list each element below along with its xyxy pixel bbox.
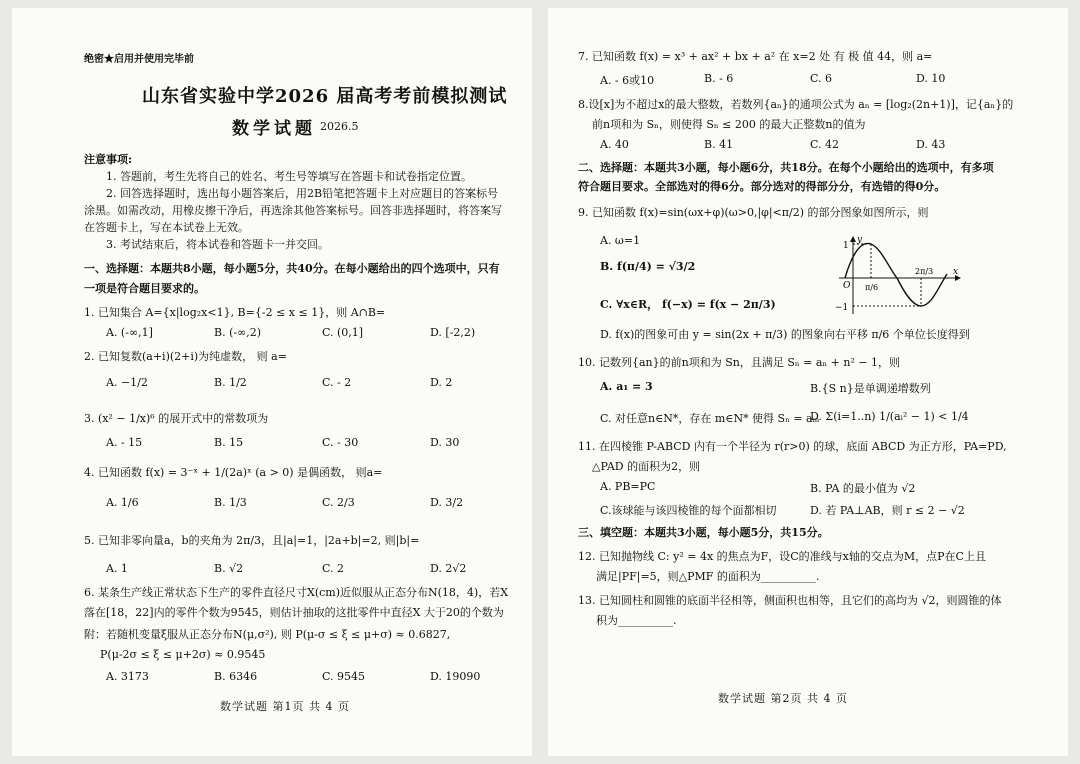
sine-graph — [833, 234, 963, 316]
subject-title: 数学试题 — [232, 119, 316, 139]
option-b: B. PA 的最小值为 √2 — [810, 482, 916, 495]
page-footer: 数学试题 第2页 共 4 页 — [718, 692, 848, 705]
option-b: B. 6346 — [214, 670, 258, 683]
question-9-stem: 9. 已知函数 f(x)=sin(ωx+φ)(ω>0,|φ|<π/2) 的部分图象如图所示，则 — [578, 206, 929, 219]
option-d: D. f(x)的图象可由 y = sin(2x + π/3) 的图象向右平移 π/6 个单位长度得到 — [600, 328, 970, 341]
question-13-line: 积为__________. — [596, 614, 677, 627]
option-c: C. 6 — [810, 72, 833, 85]
y-axis-arrow — [850, 236, 856, 242]
tick-label-1: 1 — [843, 241, 849, 251]
option-c: C. 42 — [810, 138, 840, 151]
notice-line: 涂黑。如需改动，用橡皮擦干净后，再选涂其他答案标号。回答非选择题时，将答案写 — [84, 204, 502, 217]
question-8-line: 前n项和为 Sₙ，则使得 Sₙ ≤ 200 的最大正整数n的值为 — [592, 118, 866, 131]
exam-page-2 — [548, 8, 1068, 756]
confidential-mark: 绝密★启用并使用完毕前 — [84, 54, 194, 65]
exam-title: 山东省实验中学2026 届高考考前模拟测试 — [142, 86, 508, 107]
option-a: A. (-∞,1] — [106, 326, 153, 339]
option-c: C.该球能与该四棱锥的每个面都相切 — [600, 504, 777, 517]
question-11-line: △PAD 的面积为2，则 — [592, 460, 701, 473]
option-d: D. 43 — [916, 138, 946, 151]
question-10-stem: 10. 记数列{an}的前n项和为 Sn，且满足 Sₙ = aₙ + n² − 1，则 — [578, 356, 901, 369]
tick-label-pi-6: π/6 — [865, 283, 879, 292]
option-a: A. - 6或10 — [600, 74, 655, 87]
question-12-line: 12. 已知抛物线 C: y² = 4x 的焦点为F，设C的准线与x轴的交点为M，点P在C上且 — [578, 550, 986, 563]
option-a: A. 1 — [106, 562, 128, 575]
option-a: A. ω=1 — [600, 234, 641, 247]
option-d: D. 2 — [430, 376, 453, 389]
option-a: A. PB=PC — [600, 480, 656, 493]
option-d: D. Σ(i=1..n) 1/(aᵢ² − 1) < 1/4 — [810, 410, 969, 423]
option-b: B. - 6 — [704, 72, 734, 85]
question-12-line: 满足|PF|=5，则△PMF 的面积为__________. — [596, 570, 820, 583]
question-6-line: P(μ-2σ ≤ ξ ≤ μ+2σ) ≈ 0.9545 — [100, 648, 266, 661]
option-c: C. 9545 — [322, 670, 366, 683]
option-b: B. (-∞,2) — [214, 326, 262, 339]
section-heading: 二、选择题：本题共3小题，每小题6分，共18分。在每个小题给出的选项中，有多项 — [578, 161, 994, 174]
option-a: A. −1/2 — [106, 376, 148, 389]
option-d: D. [-2,2) — [430, 326, 476, 339]
notice-line: 2. 回答选择题时，选出每小题答案后，用2B铅笔把答题卡上对应题目的答案标号 — [106, 187, 499, 200]
origin-label: O — [843, 281, 851, 291]
option-c: C. 对任意n∈N*，存在 m∈N* 使得 Sₙ = aₘ — [600, 412, 820, 425]
option-b: B. 41 — [704, 138, 734, 151]
question-11-line: 11. 在四棱锥 P-ABCD 内有一个半径为 r(r>0) 的球，底面 ABCD 为正方形，PA=PD, — [578, 440, 1007, 453]
question-1-stem: 1. 已知集合 A={x|log₂x<1}, B={-2 ≤ x ≤ 1}，则 A∩B= — [84, 306, 386, 319]
option-b: B. 1/2 — [214, 376, 247, 389]
option-c: C. 2/3 — [322, 496, 355, 509]
tick-label-2pi-3: 2π/3 — [915, 267, 934, 276]
tick-label-minus-1: −1 — [835, 303, 849, 313]
section-heading: 符合题目要求。全部选对的得6分。部分选对的得部分分，有选错的得0分。 — [578, 180, 946, 193]
notice-line: 1. 答题前，考生先将自己的姓名、考生号等填写在答题卡和试卷指定位置。 — [106, 170, 472, 183]
question-2-stem: 2. 已知复数(a+i)(2+i)为纯虚数， 则 a= — [84, 350, 287, 363]
option-b: B. f(π/4) = √3/2 — [600, 260, 696, 273]
question-8-line: 8.设[x]为不超过x的最大整数，若数列{aₙ}的通项公式为 aₙ = [log₂(2n+1)]，记{aₙ}的 — [578, 98, 1014, 111]
option-d: D. 30 — [430, 436, 460, 449]
option-c: C. - 30 — [322, 436, 359, 449]
exam-date: 2026.5 — [320, 120, 359, 133]
option-a: A. 40 — [600, 138, 629, 151]
option-d: D. 2√2 — [430, 562, 467, 575]
section-heading: 一项是符合题目要求的。 — [84, 282, 205, 295]
option-a: A. 3173 — [106, 670, 149, 683]
exam-page-1 — [12, 8, 532, 756]
question-3-stem: 3. (x² − 1/x)⁶ 的展开式中的常数项为 — [84, 412, 269, 425]
option-c: C. 2 — [322, 562, 345, 575]
question-6-line: 附：若随机变量ξ服从正态分布N(μ,σ²), 则 P(μ-σ ≤ ξ ≤ μ+σ) ≈ 0.6827, — [84, 628, 451, 641]
option-c: C. (0,1] — [322, 326, 364, 339]
question-6-line: 落在[18，22]内的零件个数为9545，则估计抽取的这批零件中直径X 大于20的个数为 — [84, 606, 504, 619]
section-heading: 三、填空题：本题共3小题，每小题5分，共15分。 — [578, 526, 829, 539]
option-a: A. a₁ = 3 — [600, 380, 653, 393]
y-axis-label: y — [857, 235, 863, 245]
x-axis-label: x — [953, 267, 959, 277]
option-b: B. 1/3 — [214, 496, 247, 509]
option-d: D. 10 — [916, 72, 946, 85]
option-d: D. 若 PA⊥AB，则 r ≤ 2 − √2 — [810, 504, 965, 517]
option-b: B.{S n}是单调递增数列 — [810, 382, 931, 395]
question-6-line: 6. 某条生产线正常状态下生产的零件直径尺寸X(cm)近似服从正态分布N(18，4)，若X — [84, 586, 509, 599]
option-d: D. 3/2 — [430, 496, 464, 509]
section-heading: 一、选择题：本题共8小题，每小题5分，共40分。在每小题给出的四个选项中，只有 — [84, 262, 500, 275]
option-c: C. - 2 — [322, 376, 352, 389]
question-13-line: 13. 已知圆柱和圆锥的底面半径相等，侧面积也相等，且它们的高均为 √2，则圆锥的体 — [578, 594, 1002, 607]
option-a: A. - 15 — [106, 436, 143, 449]
option-a: A. 1/6 — [106, 496, 139, 509]
notice-line: 在答题卡上，写在本试卷上无效。 — [84, 221, 249, 234]
question-5-stem: 5. 已知非零向量a，b的夹角为 2π/3，且|a|=1，|2a+b|=2, 则|b|= — [84, 534, 420, 547]
question-7-stem: 7. 已知函数 f(x) = x³ + ax² + bx + a² 在 x=2 处 有 极 值 44，则 a= — [578, 50, 933, 63]
notice-line: 3. 考试结束后，将本试卷和答题卡一并交回。 — [106, 238, 329, 251]
question-4-stem: 4. 已知函数 f(x) = 3⁻ˣ + 1/(2a)ˣ (a > 0) 是偶函数， 则a= — [84, 466, 383, 479]
option-c: C. ∀x∈R， f(−x) = f(x − 2π/3) — [600, 298, 776, 311]
notice-title: 注意事项: — [84, 153, 133, 166]
page-footer: 数学试题 第1页 共 4 页 — [220, 700, 350, 713]
option-b: B. 15 — [214, 436, 244, 449]
option-d: D. 19090 — [430, 670, 481, 683]
option-b: B. √2 — [214, 562, 244, 575]
